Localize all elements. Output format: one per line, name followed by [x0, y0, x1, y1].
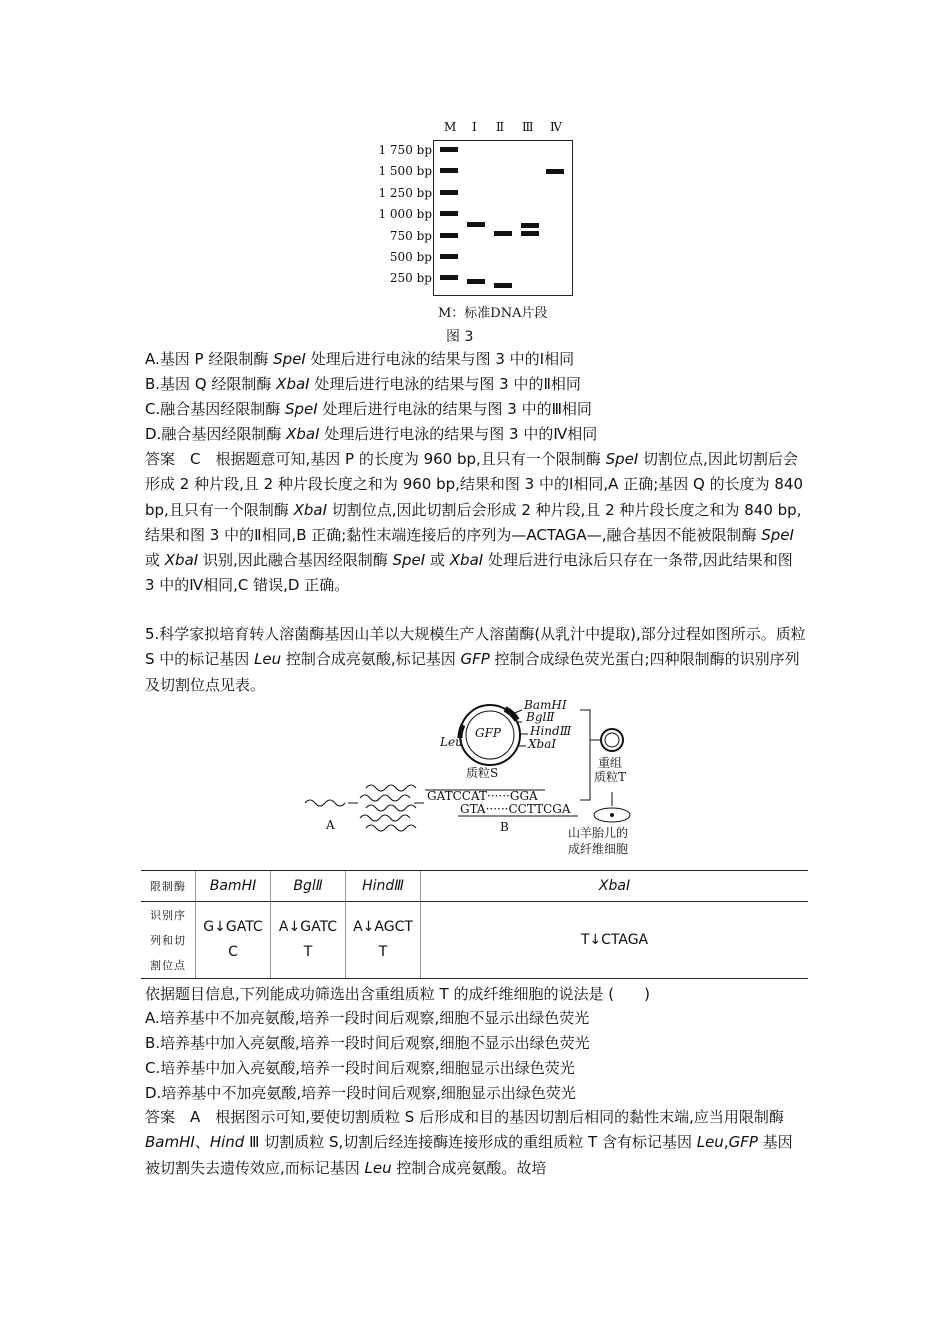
band-m-1500 — [440, 168, 458, 173]
q5-stem: 5.科学家拟培育转人溶菌酶基因山羊以大规模生产人溶菌酶(从乳汁中提取),部分过程如图所示。质粒 S 中的标记基因 Leu 控制合成亮氨酸,标记基因 GFP 控制合成绿色荧光蛋白;四种限制酶的识别序列及切割位点见表。 — [145, 625, 806, 694]
band-m-500 — [440, 254, 458, 259]
lane-label-1: Ⅰ — [472, 120, 477, 134]
gfp-label: GFP — [475, 726, 501, 740]
lane-label-3: Ⅲ — [522, 120, 534, 134]
cdna-3 — [366, 805, 416, 811]
cdna-1 — [366, 785, 416, 791]
gel-note: M：标准DNA片段 — [438, 306, 548, 321]
q5-option-a: A.培养基中不加亮氨酸,培养一段时间后观察,细胞不显示出绿色荧光 — [145, 1009, 590, 1027]
marker-1500: 1 500 bp — [378, 164, 432, 178]
plasmid-s-label: 质粒S — [466, 766, 499, 780]
site-bamh1: G↓GATC C — [196, 902, 271, 979]
marker-250: 250 bp — [389, 271, 432, 285]
recombinant-label-1: 重组 — [598, 756, 623, 770]
mrna-a — [305, 800, 345, 806]
lane-label-m: M — [444, 120, 457, 134]
bamh1-label: BamHⅠ — [524, 698, 567, 712]
band-m-1000 — [440, 211, 458, 216]
xba1-label: XbaⅠ — [528, 737, 557, 751]
gel-figure — [374, 118, 584, 350]
band-lane4 — [546, 169, 564, 174]
q5-option-d: D.培养基中不加亮氨酸,培养一段时间后观察,细胞显示出绿色荧光 — [145, 1084, 576, 1102]
cell-label-2: 成纤维细胞 — [568, 842, 629, 856]
marker-750: 750 bp — [389, 229, 432, 243]
header-hind3: HindⅢ — [346, 871, 421, 902]
seq-top: GATCCAT······GGA — [427, 789, 538, 803]
process-diagram — [300, 700, 670, 860]
bracket — [580, 710, 590, 800]
q4-option-c: C.融合基因经限制酶 SpeⅠ 处理后进行电泳的结果与图 3 中的Ⅲ相同 — [145, 400, 592, 418]
marker-500: 500 bp — [389, 250, 432, 264]
seq-bottom: GTA······CCTTCGA — [460, 802, 571, 816]
band-lane3-upper — [521, 223, 539, 228]
header-xba1: XbaⅠ — [421, 871, 809, 902]
site-xba1: T↓CTAGA — [421, 902, 809, 979]
leu-label: Leu — [440, 735, 463, 749]
cdna-5 — [366, 825, 416, 831]
band-m-1250 — [440, 190, 458, 195]
q4-option-d: D.融合基因经限制酶 XbaⅠ 处理后进行电泳的结果与图 3 中的Ⅳ相同 — [145, 425, 598, 443]
site-hind3: A↓AGCT T — [346, 902, 421, 979]
cell-label-1: 山羊胎儿的 — [568, 826, 629, 840]
q5-option-b: B.培养基中加入亮氨酸,培养一段时间后观察,细胞不显示出绿色荧光 — [145, 1034, 590, 1052]
figure-caption: 图 3 — [446, 329, 474, 345]
band-lane1-lower — [467, 279, 485, 284]
lane-label-4: Ⅳ — [550, 120, 562, 134]
q5-question: 依据题目信息,下列能成功筛选出含重组质粒 T 的成纤维细胞的说法是 ( ) — [145, 985, 650, 1003]
lane-label-2: Ⅱ — [496, 120, 505, 134]
q5-option-c: C.培养基中加入亮氨酸,培养一段时间后观察,细胞显示出绿色荧光 — [145, 1059, 575, 1077]
header-enzyme: 限制酶 — [141, 871, 196, 902]
cdna-2 — [360, 795, 410, 801]
band-lane1-upper — [467, 222, 485, 227]
band-lane3-lower — [521, 231, 539, 236]
band-m-750 — [440, 233, 458, 238]
band-m-250 — [440, 275, 458, 280]
q4-option-a: A.基因 P 经限制酶 SpeⅠ 处理后进行电泳的结果与图 3 中的Ⅰ相同 — [145, 350, 575, 368]
q5-answer: 答案 A 根据图示可知,要使切割质粒 S 后形成和目的基因切割后相同的黏性末端,应当用限制酶 BamHⅠ、Hind Ⅲ 切割质粒 S,切割后经连接酶连接形成的重组质粒 T 含有标记基因 Leu,GFP 基因被切割失去遗传效应,而标记基因 Leu 控制合成亮氨酸。故培 — [145, 1108, 793, 1177]
bgl2-label: BglⅡ — [526, 710, 555, 724]
label-b: B — [500, 820, 509, 834]
table-header-row — [141, 871, 808, 902]
band-lane2-lower — [494, 283, 512, 288]
band-lane2-upper — [494, 231, 512, 236]
gel-frame — [433, 140, 573, 296]
hind3-label: HindⅢ — [530, 724, 572, 738]
cdna-4 — [360, 815, 410, 821]
header-bamh1: BamHⅠ — [196, 871, 271, 902]
site-bgl2: A↓GATC T — [271, 902, 346, 979]
q4-option-b: B.基因 Q 经限制酶 XbaⅠ 处理后进行电泳的结果与图 3 中的Ⅱ相同 — [145, 375, 581, 393]
enzyme-table — [141, 870, 808, 979]
q4-answer: 答案 C 根据题意可知,基因 P 的长度为 960 bp,且只有一个限制酶 SpeⅠ 切割位点,因此切割后会形成 2 种片段,且 2 种片段长度之和为 960 bp,结果和图 3 中的Ⅰ相同,A 正确;基因 Q 的长度为 840 bp,且只有一个限制酶 XbaⅠ 切割位点,因此切割后会形成 2 种片段,且 2 种片段长度之和为 840 bp,结果和图 3 中的Ⅱ相同,B 正确;黏性末端连接后的序列为—ACTAGA—,融合基因不能被限制酶 SpeⅠ 或 XbaⅠ 识别,因此融合基因经限制酶 SpeⅠ 或 XbaⅠ 处理后进行电泳后只存在一条带,因此结果和图 3 中的Ⅳ相同,C 错误,D 正确。 — [145, 450, 804, 595]
recombinant-label-2: 质粒T — [594, 770, 627, 784]
row-label: 识别序 列和切 割位点 — [141, 902, 196, 979]
band-m-1750 — [440, 147, 458, 152]
header-bgl2: BglⅡ — [271, 871, 346, 902]
table-row — [141, 902, 808, 979]
marker-1750: 1 750 bp — [378, 143, 432, 157]
marker-1000: 1 000 bp — [378, 207, 432, 221]
label-a: A — [326, 818, 335, 832]
marker-1250: 1 250 bp — [378, 186, 432, 200]
recombinant-plasmid-t — [601, 729, 623, 751]
